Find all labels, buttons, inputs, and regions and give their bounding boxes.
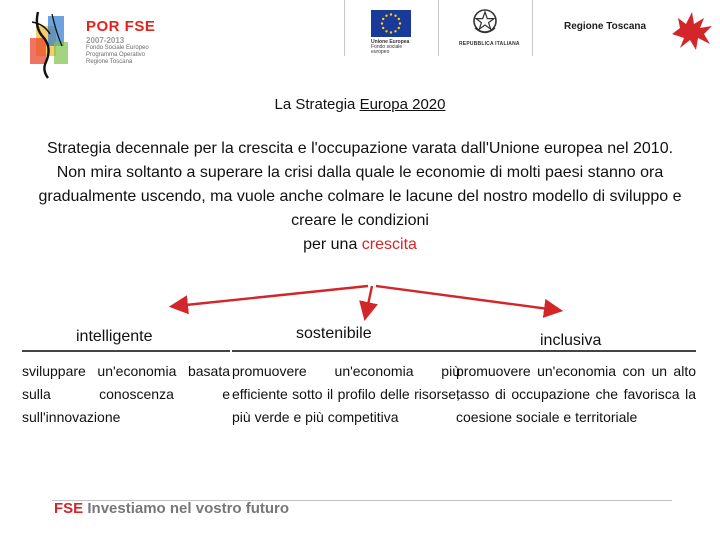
footer-slogan bbox=[54, 500, 289, 517]
column-heading: sostenibile bbox=[296, 325, 372, 342]
program-line-3: Regione Toscana bbox=[86, 59, 133, 65]
program-line-1: Fondo Sociale Europeo bbox=[86, 45, 149, 51]
column-heading: intelligente bbox=[76, 328, 153, 345]
footer-brand: FSE bbox=[54, 500, 84, 517]
pegaso-icon bbox=[666, 4, 716, 54]
program-years: 2007-2013 bbox=[86, 36, 125, 45]
program-line-2: Programma Operativo bbox=[86, 52, 146, 58]
footer-tagline: Investiamo nel vostro futuro bbox=[87, 500, 290, 517]
header-divider bbox=[344, 0, 345, 56]
column-heading: inclusiva bbox=[540, 332, 602, 349]
intro-accent-word: crescita bbox=[361, 236, 417, 253]
column-sostenibile bbox=[232, 322, 460, 454]
eu-caption: Unione Europea Fondo sociale europeo bbox=[371, 39, 410, 55]
column-text: promuovere un'economia più efficiente sotto il profilo delle risorse, più verde e più competitiva bbox=[232, 363, 460, 425]
por-fse-logo bbox=[22, 8, 80, 80]
arrow-center bbox=[366, 286, 372, 314]
republic-caption: REPUBBLICA ITALIANA bbox=[459, 41, 520, 47]
arrow-right bbox=[376, 286, 556, 310]
intro-line-1: Strategia decennale per la crescita e l'occupazione varata dall'Unione europea nel 2010. bbox=[46, 140, 674, 157]
arrow-left bbox=[176, 286, 368, 306]
column-header bbox=[232, 322, 460, 352]
eu-flag-icon bbox=[371, 10, 411, 37]
program-title: POR FSE bbox=[86, 18, 156, 35]
header-bar bbox=[0, 0, 720, 90]
strategy-columns bbox=[22, 322, 696, 454]
column-text: promuovere un'economia con un alto tasso di occupazione che favorisca la coesione sociale e territoriale bbox=[456, 363, 696, 425]
region-label: Regione Toscana bbox=[564, 21, 647, 32]
column-header bbox=[456, 322, 696, 352]
intro-paragraph bbox=[20, 137, 700, 257]
column-text: sviluppare un'economia basata sulla conoscenza e sull'innovazione bbox=[22, 363, 230, 425]
header-divider bbox=[532, 0, 533, 56]
intro-line-2: Non mira soltanto a superare la crisi dalla quale le economie di molti paesi stanno ora gradualmente uscendo, ma vuole anche colmare le lacune del nostro modello di sviluppo e creare le condizioni bbox=[38, 164, 682, 229]
column-intelligente bbox=[22, 322, 230, 454]
branch-arrows bbox=[0, 270, 720, 330]
column-header bbox=[22, 322, 230, 352]
column-inclusiva bbox=[456, 322, 696, 454]
program-block bbox=[86, 18, 155, 66]
italian-republic-emblem bbox=[470, 6, 500, 38]
intro-line-3: per una crescita bbox=[303, 236, 417, 253]
title-underlined: Europa 2020 bbox=[359, 96, 446, 113]
page-title: La Strategia Europa 2020 bbox=[274, 96, 446, 113]
header-divider bbox=[438, 0, 439, 56]
